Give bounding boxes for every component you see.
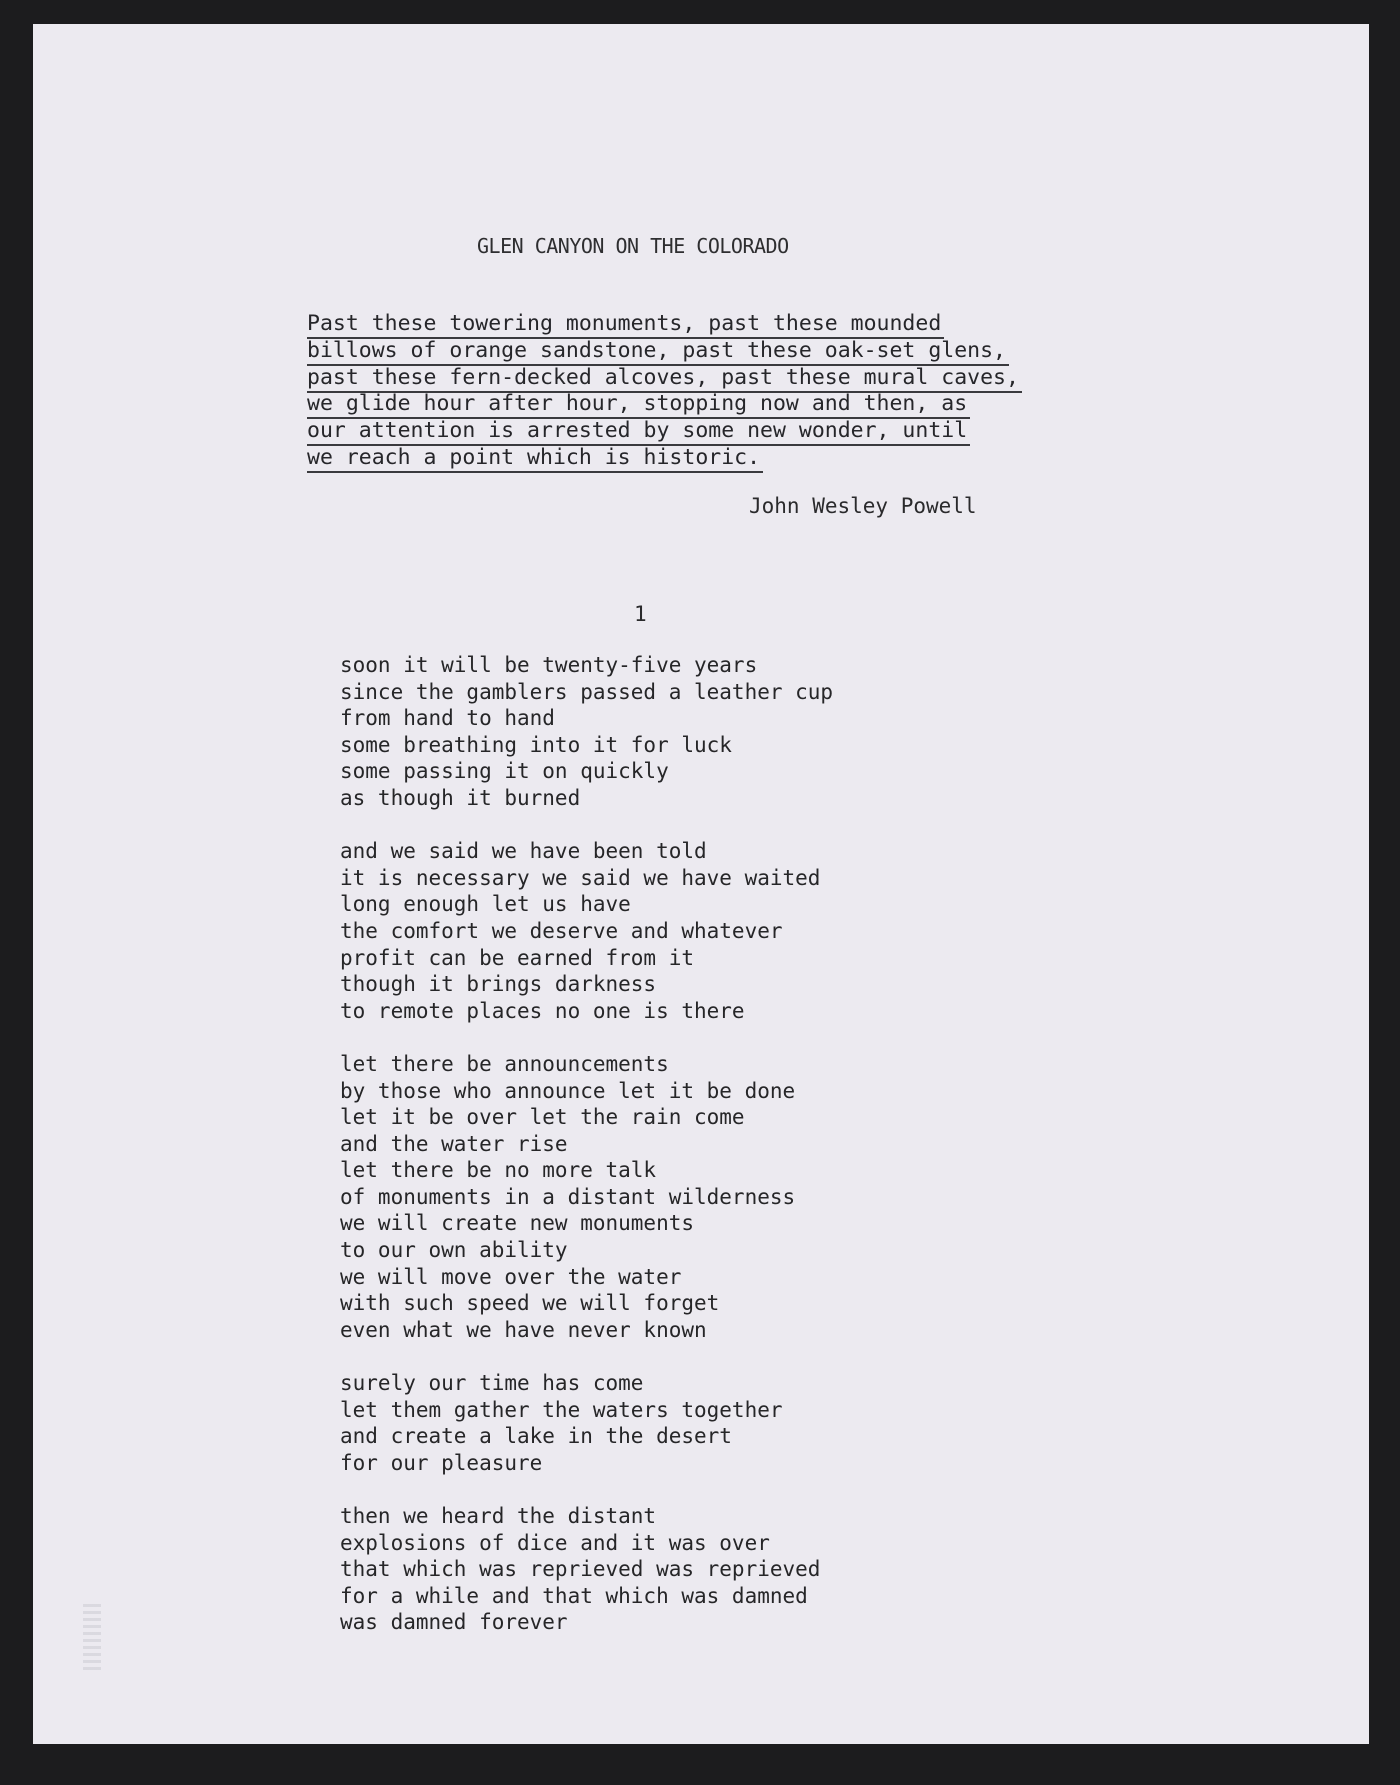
poem-line: that which was reprieved was reprieved (340, 1557, 821, 1582)
page-title: GLEN CANYON ON THE COLORADO (477, 234, 789, 258)
poem-body (340, 652, 833, 1636)
poem-line: soon it will be twenty-five years (340, 653, 758, 677)
epigraph-author: John Wesley Powell (749, 494, 977, 518)
poem-line: profit can be earned from it (340, 945, 695, 970)
epigraph-line: Past these towering monuments, past these mounded (307, 311, 1022, 338)
poem-line: it is necessary we said we have waited (340, 865, 821, 890)
poem-line: let it be over let the rain come (340, 1105, 745, 1130)
margin-pencil-mark (83, 1604, 101, 1674)
epigraph-line: we reach a point which is historic. (307, 445, 1022, 472)
poem-line: to our own ability (340, 1238, 568, 1263)
poem-line: by those who announce let it be done (340, 1078, 796, 1103)
poem-line: for our pleasure (340, 1450, 543, 1475)
poem-line: though it brings darkness (340, 972, 657, 997)
poem-line: explosions of dice and it was over (340, 1530, 770, 1555)
poem-line: and create a lake in the desert (340, 1424, 732, 1449)
poem-line: the comfort we deserve and whatever (340, 918, 783, 943)
poem-line: some breathing into it for luck (340, 732, 732, 757)
poem-line: let there be announcements (340, 1051, 669, 1076)
stanza (340, 1503, 833, 1636)
typewritten-page (33, 24, 1369, 1744)
section-number: 1 (634, 602, 647, 626)
epigraph-line: past these fern-decked alcoves, past these mural caves, (307, 365, 1022, 392)
poem-line: to remote places no one is there (340, 998, 745, 1023)
poem-line: was damned forever (340, 1610, 568, 1635)
epigraph-line: billows of orange sandstone, past these oak-set glens, (307, 338, 1022, 365)
poem-line: from hand to hand (340, 706, 555, 731)
poem-line: of monuments in a distant wilderness (340, 1184, 796, 1209)
stanza (340, 1051, 833, 1344)
epigraph-line: we glide hour after hour, stopping now and then, as (307, 391, 1022, 418)
poem-line: long enough let us have (340, 892, 631, 917)
poem-line: as though it burned (340, 785, 581, 810)
poem-line: then we heard the distant (340, 1504, 657, 1528)
stanza (340, 838, 833, 1024)
epigraph (307, 311, 1022, 472)
poem-line: we will create new monuments (340, 1211, 695, 1236)
poem-line: let them gather the waters together (340, 1397, 783, 1422)
stanza (340, 1370, 833, 1476)
poem-line: we will move over the water (340, 1264, 682, 1289)
epigraph-line: our attention is arrested by some new wonder, until (307, 418, 1022, 445)
poem-line: since the gamblers passed a leather cup (340, 679, 834, 704)
poem-line: for a while and that which was damned (340, 1583, 808, 1608)
stanza (340, 652, 833, 812)
poem-line: and we said we have been told (340, 839, 707, 864)
poem-line: and the water rise (340, 1131, 568, 1156)
poem-line: with such speed we will forget (340, 1291, 720, 1316)
poem-line: some passing it on quickly (340, 759, 669, 784)
poem-line: even what we have never known (340, 1317, 707, 1342)
poem-line: surely our time has come (340, 1371, 644, 1396)
poem-line: let there be no more talk (340, 1158, 657, 1183)
